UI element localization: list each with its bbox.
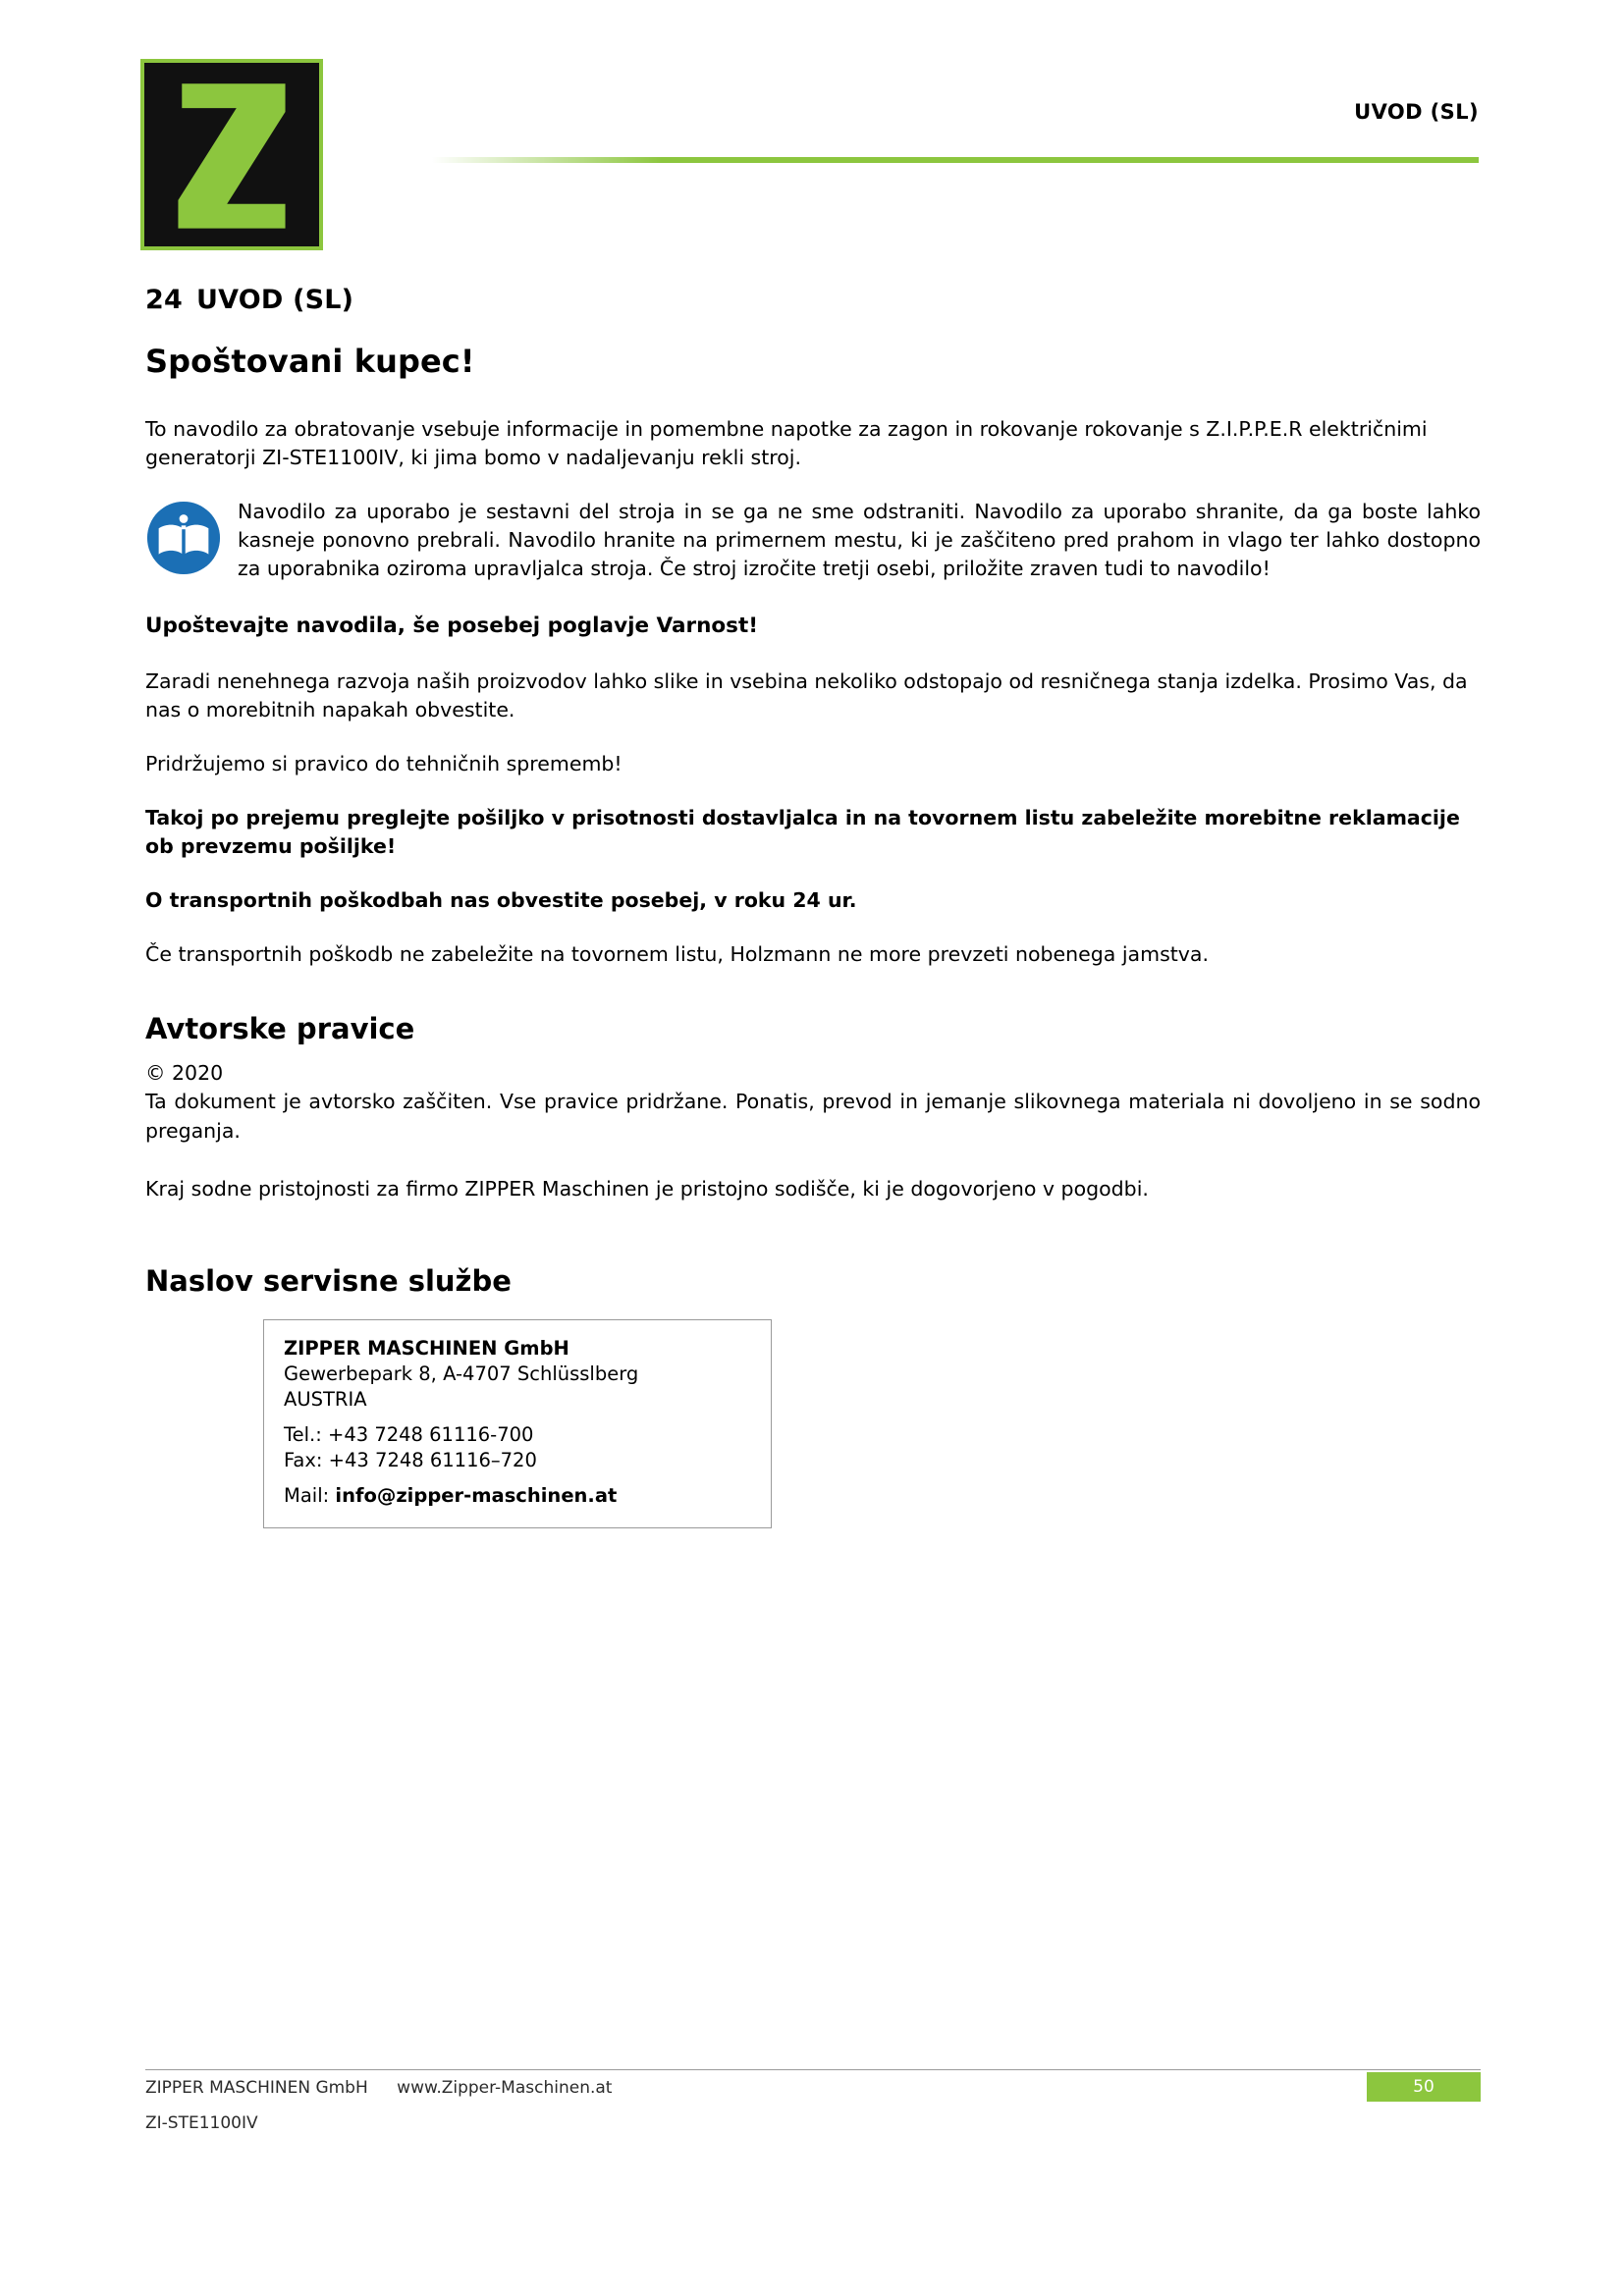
footer-divider — [145, 2069, 1481, 2070]
zipper-z-icon — [144, 63, 319, 246]
service-address-heading: Naslov servisne službe — [145, 1263, 512, 1298]
footer-model: ZI-STE1100IV — [145, 2113, 258, 2133]
footer-company: ZIPPER MASCHINEN GmbH — [145, 2078, 368, 2098]
footer-url[interactable]: www.Zipper-Maschinen.at — [397, 2078, 613, 2098]
page-number-badge: 50 — [1367, 2072, 1481, 2102]
chapter-title-text: UVOD (SL) — [195, 285, 354, 315]
address-tel: Tel.: +43 7248 61116-700 — [284, 1423, 534, 1447]
jurisdiction-paragraph: Kraj sodne pristojnosti za firmo ZIPPER Maschinen je pristojno sodišče, ki je dogovorjeno v pogodbi. — [145, 1176, 1149, 1201]
address-spacer-2 — [284, 1473, 751, 1483]
copyright-heading: Avtorske pravice — [145, 1012, 415, 1046]
address-company: ZIPPER MASCHINEN GmbH — [284, 1336, 569, 1360]
chapter-number: 24 — [145, 285, 183, 315]
document-content — [145, 285, 1481, 1528]
technical-changes-paragraph: Pridržujemo si pravico do tehničnih sprememb! — [145, 751, 623, 775]
development-paragraph: Zaradi nenehnega razvoja naših proizvodov lahko slike in vsebina nekoliko odstopajo od resničnega stanja izdelka. Prosimo Vas, da nas o morebitnih napakah obvestite. — [145, 668, 1468, 721]
note-block — [145, 498, 1481, 583]
zipper-logo — [140, 59, 323, 250]
safety-subheading: Upoštevajte navodila, še posebej poglavje Varnost! — [145, 613, 759, 638]
header-title: UVOD (SL) — [1354, 100, 1479, 124]
service-address-box — [263, 1319, 772, 1528]
address-country: AUSTRIA — [284, 1388, 367, 1411]
footer-left — [145, 2078, 612, 2098]
intro-paragraph: To navodilo za obratovanje vsebuje informacije in pomembne napotke za zagon in rokovanje rokovanje s Z.I.P.P.E.R električnimi generatorji ZI-STE1100IV, ki jima bomo v nadaljevanju rekli stroj. — [145, 417, 1428, 470]
copyright-year: © 2020 — [145, 1061, 224, 1086]
address-mail-value[interactable]: info@zipper-maschinen.at — [335, 1484, 618, 1508]
no-warranty-paragraph: Če transportnih poškodb ne zabeležite na tovornem listu, Holzmann ne more prevzeti nobenega jamstva. — [145, 942, 1209, 967]
chapter-heading — [145, 285, 1481, 315]
delivery-check-paragraph: Takoj po prejemu preglejte pošiljko v prisotnosti dostavljalca in na tovornem listu zabeležite morebitne reklamacije ob prevzemu pošiljke! — [145, 805, 1460, 858]
address-mail-label: Mail: — [284, 1484, 330, 1508]
greeting-heading: Spoštovani kupec! — [145, 343, 475, 380]
address-spacer — [284, 1413, 751, 1422]
info-manual-icon — [145, 500, 222, 576]
address-street: Gewerbepark 8, A-4707 Schlüsslberg — [284, 1362, 639, 1385]
page-footer — [145, 2069, 1481, 2133]
transport-damage-paragraph: O transportnih poškodbah nas obvestite posebej, v roku 24 ur. — [145, 888, 857, 913]
copyright-paragraph: Ta dokument je avtorsko zaščiten. Vse pravice pridržane. Ponatis, prevod in jemanje slikovnega materiala ni dovoljeno in se sodno preganja. — [145, 1090, 1481, 1143]
footer-row — [145, 2077, 1481, 2133]
page-header — [0, 59, 1624, 275]
header-accent-rule — [432, 157, 1479, 163]
address-mail-row — [284, 1483, 751, 1509]
note-text: Navodilo za uporabo je sestavni del stroja in se ga ne sme odstraniti. Navodilo za uporabo shranite, da ga boste lahko kasneje ponovno prebrali. Navodilo hranite na primernem mestu, ki je zaščiteno pred prahom in vlago ter lahko dostopno za uporabnika oziroma upravljalca stroja. Če stroj izročite tretji osebi, priložite zraven tudi to navodilo! — [238, 500, 1481, 581]
address-fax: Fax: +43 7248 61116–720 — [284, 1449, 537, 1472]
